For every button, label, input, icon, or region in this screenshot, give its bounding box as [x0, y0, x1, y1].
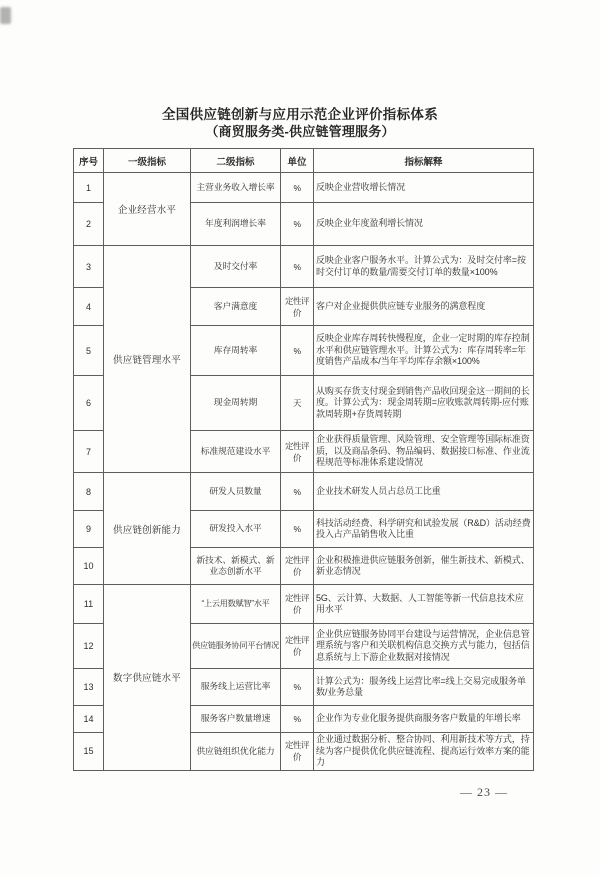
- explanation-cell: 反映企业营收增长情况: [314, 173, 534, 203]
- table-header-row: [74, 149, 534, 173]
- unit-cell: %: [281, 706, 314, 733]
- row-number-cell: 11: [74, 585, 104, 624]
- table-row: [74, 246, 534, 288]
- header-cell-level2: 二级指标: [191, 149, 281, 173]
- unit-cell: 定性评价: [281, 585, 314, 624]
- explanation-cell: 5G、云计算、大数据、人工智能等新一代信息技术应用水平: [314, 585, 534, 624]
- header-cell-no: 序号: [74, 149, 104, 173]
- page-subtitle: （商贸服务类-供应链管理服务）: [205, 124, 395, 139]
- scan-artifact-mark: [0, 7, 11, 24]
- explanation-cell: 企业作为专业化服务提供商服务客户数量的年增长率: [314, 706, 534, 733]
- group-cell: 数字供应链水平: [104, 585, 191, 771]
- unit-cell: 定性评价: [281, 624, 314, 669]
- row-number-cell: 14: [74, 706, 104, 733]
- indicator-cell: 客户满意度: [191, 288, 281, 326]
- unit-cell: %: [281, 173, 314, 203]
- explanation-cell: 企业技术研发人员占总员工比重: [314, 473, 534, 511]
- table-row: [74, 473, 534, 511]
- explanation-cell: 企业供应链服务协同平台建设与运营情况，企业信息管理系统与客户和关联机构信息交换方式与能力，包括信息系统与上下游企业数据对接情况: [314, 624, 534, 669]
- title-block: [0, 106, 600, 140]
- row-number-cell: 6: [74, 376, 104, 431]
- unit-cell: %: [281, 326, 314, 376]
- group-cell: 企业经营水平: [104, 173, 191, 246]
- row-number-cell: 8: [74, 473, 104, 511]
- explanation-cell: 反映企业年度盈利增长情况: [314, 203, 534, 246]
- page-title: 全国供应链创新与应用示范企业评价指标体系: [162, 107, 438, 122]
- indicator-cell: 研发人员数量: [191, 473, 281, 511]
- explanation-cell: 企业积极推进供应链服务创新，催生新技术、新模式、新业态情况: [314, 548, 534, 585]
- explanation-cell: 反映企业客户服务水平。计算公式为：及时交付率=按时交付订单的数量/需要交付订单的数量×100%: [314, 246, 534, 288]
- group-cell: 供应链创新能力: [104, 473, 191, 585]
- row-number-cell: 5: [74, 326, 104, 376]
- indicator-cell: 新技术、新模式、新业态创新水平: [191, 548, 281, 585]
- explanation-cell: 从购买存货支付现金到销售产品收回现金这一期间的长度。计算公式为：现金周转期=应收账款周转期-应付账款周转期+存货周转期: [314, 376, 534, 431]
- indicator-cell: 服务线上运营比率: [191, 669, 281, 706]
- indicator-cell: 主营业务收入增长率: [191, 173, 281, 203]
- table-row: [74, 585, 534, 624]
- indicator-cell: 研发投入水平: [191, 511, 281, 548]
- row-number-cell: 13: [74, 669, 104, 706]
- unit-cell: %: [281, 246, 314, 288]
- unit-cell: %: [281, 511, 314, 548]
- explanation-cell: 客户对企业提供供应链专业服务的满意程度: [314, 288, 534, 326]
- unit-cell: 定性评价: [281, 288, 314, 326]
- indicator-table: [73, 148, 534, 771]
- unit-cell: %: [281, 473, 314, 511]
- explanation-cell: 科技活动经费、科学研究和试验发展（R&D）活动经费投入占产品销售收入比重: [314, 511, 534, 548]
- indicator-cell: 现金周转期: [191, 376, 281, 431]
- indicator-cell: 标准规范建设水平: [191, 431, 281, 473]
- indicator-cell: 及时交付率: [191, 246, 281, 288]
- header-cell-unit: 单位: [281, 149, 314, 173]
- indicator-cell: 供应链组织优化能力: [191, 733, 281, 771]
- explanation-cell: 反映企业库存周转快慢程度，企业一定时期的库存控制水平和供应链管理水平。计算公式为：库存周转率=年度销售产品成本/当年平均库存余额×100%: [314, 326, 534, 376]
- explanation-cell: 企业通过数据分析、整合协同、利用新技术等方式，持续为客户提供优化供应链流程、提高运行效率方案的能力: [314, 733, 534, 771]
- row-number-cell: 3: [74, 246, 104, 288]
- explanation-cell: 企业获得质量管理、风险管理、安全管理等国际标准资质，以及商品条码、物品编码、数据接口标准、作业流程规范等标准体系建设情况: [314, 431, 534, 473]
- indicator-cell: “上云用数赋智”水平: [191, 585, 281, 624]
- unit-cell: 定性评价: [281, 548, 314, 585]
- explanation-cell: 计算公式为：服务线上运营比率=线上交易完成服务单数/业务总量: [314, 669, 534, 706]
- unit-cell: %: [281, 203, 314, 246]
- row-number-cell: 2: [74, 203, 104, 246]
- row-number-cell: 1: [74, 173, 104, 203]
- page-number: — 23 —: [460, 785, 508, 799]
- unit-cell: 定性评价: [281, 733, 314, 771]
- unit-cell: %: [281, 669, 314, 706]
- row-number-cell: 7: [74, 431, 104, 473]
- row-number-cell: 12: [74, 624, 104, 669]
- unit-cell: 天: [281, 376, 314, 431]
- header-cell-level1: 一级指标: [104, 149, 191, 173]
- indicator-cell: 服务客户数量增速: [191, 706, 281, 733]
- unit-cell: 定性评价: [281, 431, 314, 473]
- row-number-cell: 15: [74, 733, 104, 771]
- row-number-cell: 10: [74, 548, 104, 585]
- group-cell: 供应链管理水平: [104, 246, 191, 473]
- indicator-cell: 年度利润增长率: [191, 203, 281, 246]
- indicator-cell: 供应链服务协同平台情况: [191, 624, 281, 669]
- header-cell-explanation: 指标解释: [314, 149, 534, 173]
- row-number-cell: 9: [74, 511, 104, 548]
- indicator-cell: 库存周转率: [191, 326, 281, 376]
- row-number-cell: 4: [74, 288, 104, 326]
- table-row: [74, 173, 534, 203]
